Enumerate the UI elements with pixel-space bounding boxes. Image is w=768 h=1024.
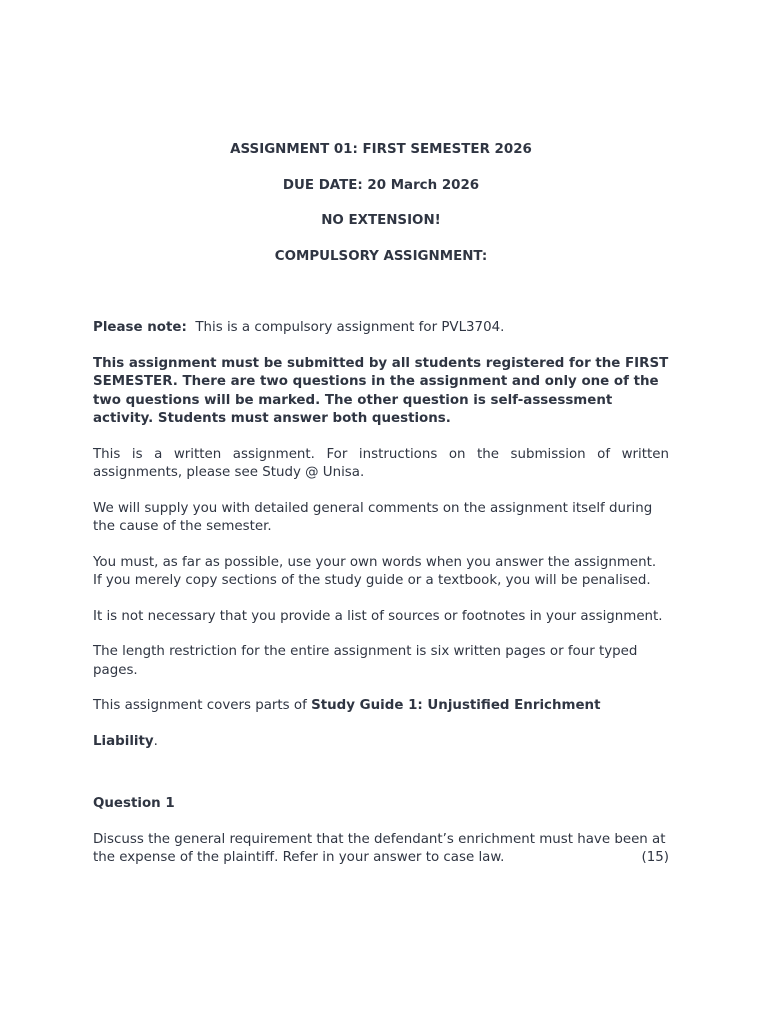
compulsory-heading: COMPULSORY ASSIGNMENT: — [274, 248, 488, 264]
own-words-paragraph: You must, as far as possible, use your own words when you answer the assignment. If you merely copy sections of the study guide or a textbook, you will be penalised. — [93, 554, 657, 588]
sources-paragraph: It is not necessary that you provide a list of sources or footnotes in your assignment. — [93, 608, 663, 624]
covers-paragraph — [93, 697, 669, 716]
due-date: DUE DATE: 20 March 2026 — [282, 177, 480, 193]
general-comments-paragraph: We will supply you with detailed general comments on the assignment itself during the cause of the semester. — [93, 500, 653, 534]
written-assignment-paragraph: This is a written assignment. For instructions on the submission of written assignments, please see Study @ Unisa. — [93, 446, 669, 480]
covers-suffix: . — [153, 733, 158, 749]
please-note-text: This is a compulsory assignment for PVL3704. — [195, 320, 505, 335]
question-1-text: Discuss the general requirement that the defendant’s enrichment must have been at the expense of the plaintiff. Refer in your answer to case law. — [93, 831, 666, 865]
assignment-title: ASSIGNMENT 01: FIRST SEMESTER 2026 — [230, 142, 532, 157]
study-guide-title-cont: Liability — [93, 733, 154, 749]
covers-continuation — [93, 733, 669, 752]
no-extension-notice: NO EXTENSION! — [321, 213, 441, 228]
spacer — [93, 283, 669, 319]
please-note-paragraph — [93, 319, 669, 338]
submission-requirement-paragraph: This assignment must be submitted by all students registered for the FIRST SEMESTER. There are two questions in the assignment and only one of the two questions will be marked. The other question is self-assessment activity. Students must answer both questions. — [93, 355, 669, 426]
document-page — [93, 141, 669, 868]
question-1-marks: (15) — [641, 850, 669, 865]
question-1-heading: Question 1 — [93, 796, 175, 811]
question-1-body — [93, 831, 669, 868]
please-note-label: Please note: — [93, 320, 187, 335]
study-guide-title: Study Guide 1: Unjustified Enrichment — [311, 698, 601, 713]
length-restriction-paragraph: The length restriction for the entire assignment is six written pages or four typed pages. — [93, 644, 638, 678]
covers-prefix: This assignment covers parts of — [93, 698, 312, 713]
